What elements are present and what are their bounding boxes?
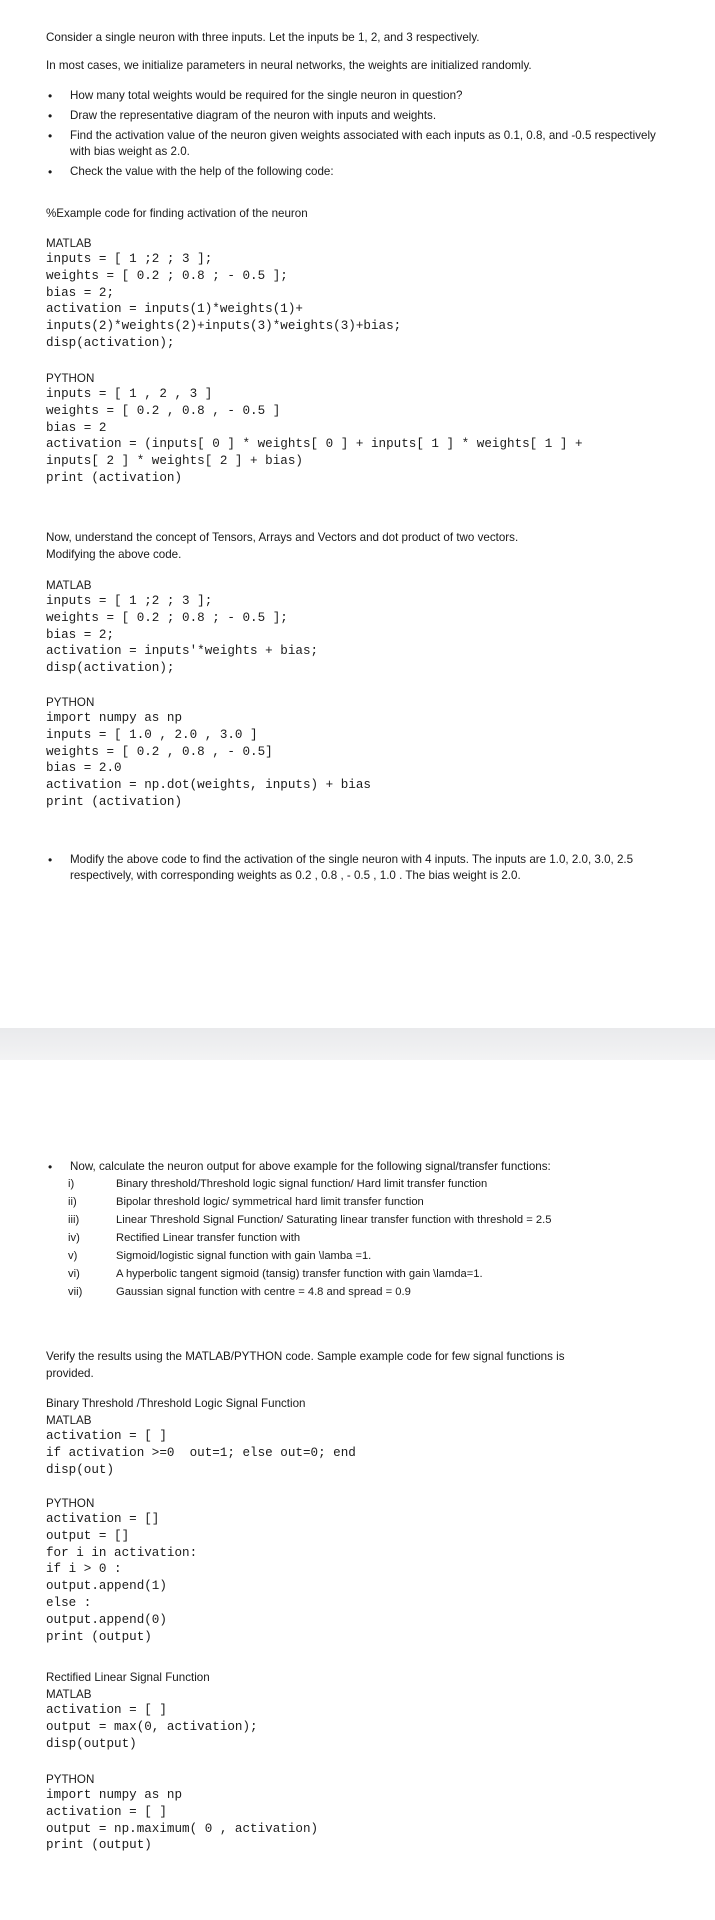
document-page-2: [0, 1060, 715, 1920]
bullet-icon: •: [48, 853, 53, 867]
modify-task-list: [46, 852, 666, 888]
example-heading: %Example code for finding activation of the neuron: [46, 207, 308, 220]
binary-title: Binary Threshold /Threshold Logic Signal Function: [46, 1397, 306, 1410]
relu-title: Rectified Linear Signal Function: [46, 1671, 210, 1684]
page-separator: [0, 1028, 715, 1060]
ex1-matlab-code: inputs = [ 1 ;2 ; 3 ]; weights = [ 0.2 ; 0.8 ; - 0.5 ]; bias = 2; activation = inputs(1)*weights(1)+ inputs(2)*weights(2)+inputs(3)*weights(3)+bias; disp(activation);: [46, 252, 402, 350]
list-item: vii) Gaussian signal function with centre = 4.8 and spread = 0.9: [68, 1286, 411, 1298]
ex1-matlab-label: MATLAB: [46, 237, 92, 250]
list-item: iii) Linear Threshold Signal Function/ Saturating linear transfer function with threshold = 2.5: [68, 1214, 552, 1226]
task-list: [46, 88, 666, 184]
list-item: • Now, calculate the neuron output for above example for the following signal/transfer functions:: [48, 1160, 551, 1174]
bullet-icon: •: [48, 1160, 53, 1174]
list-item: ii) Bipolar threshold logic/ symmetrical hard limit transfer function: [68, 1196, 424, 1208]
bullet-icon: •: [48, 109, 53, 123]
ex2-python-label: PYTHON: [46, 696, 95, 709]
relu-matlab-label: MATLAB: [46, 1688, 92, 1701]
ex2-matlab-label: MATLAB: [46, 579, 92, 592]
list-item: • How many total weights would be required for the single neuron in question?: [48, 89, 463, 103]
ex1-python-code: inputs = [ 1 , 2 , 3 ] weights = [ 0.2 , 0.8 , - 0.5 ] bias = 2 activation = (inputs[ 0 ] * weights[ 0 ] + inputs[ 1 ] * weights[ 1 ] + inputs[ 2 ] * weights[ 2 ] + bias) print (activation): [46, 387, 583, 485]
list-item: • Find the activation value of the neuron given weights associated with each inputs as 0.1, 0.8, and -0.5 respectively with bias weight as 2.0.: [48, 129, 656, 158]
verify-line-2: provided.: [46, 1367, 94, 1380]
binary-matlab-label: MATLAB: [46, 1414, 92, 1427]
list-item: • Check the value with the help of the following code:: [48, 165, 334, 179]
intro-line-1: Consider a single neuron with three inputs. Let the inputs be 1, 2, and 3 respectively.: [46, 31, 480, 44]
bullet-icon: •: [48, 89, 53, 103]
binary-matlab-code: activation = [ ] if activation >=0 out=1; else out=0; end disp(out): [46, 1429, 356, 1477]
relu-python-code: import numpy as np activation = [ ] output = np.maximum( 0 , activation) print (output): [46, 1788, 319, 1853]
ex2-matlab-code: inputs = [ 1 ;2 ; 3 ]; weights = [ 0.2 ; 0.8 ; - 0.5 ]; bias = 2; activation = inputs'*weights + bias; disp(activation);: [46, 594, 319, 676]
intro-line-2: In most cases, we initialize parameters in neural networks, the weights are initialized randomly.: [46, 59, 532, 72]
relu-python-label: PYTHON: [46, 1773, 95, 1786]
bullet-icon: •: [48, 129, 53, 143]
list-item: • Draw the representative diagram of the neuron with inputs and weights.: [48, 109, 437, 123]
verify-line-1: Verify the results using the MATLAB/PYTHON code. Sample example code for few signal functions is: [46, 1350, 565, 1363]
transfer-function-list: [68, 1175, 668, 1301]
binary-python-label: PYTHON: [46, 1497, 95, 1510]
tensors-line-1: Now, understand the concept of Tensors, Arrays and Vectors and dot product of two vectors.: [46, 531, 519, 544]
list-item: i) Binary threshold/Threshold logic signal function/ Hard limit transfer function: [68, 1178, 488, 1190]
list-item: • Modify the above code to find the activation of the single neuron with 4 inputs. The inputs are 1.0, 2.0, 3.0, 2.5 respectively, with corresponding weights as 0.2 , 0.8 , - 0.5 , 1.0 . The bias weight is 2.0.: [48, 853, 634, 882]
list-item: vi) A hyperbolic tangent sigmoid (tansig) transfer function with gain \lamda=1.: [68, 1268, 483, 1280]
ex1-python-label: PYTHON: [46, 372, 95, 385]
tensors-line-2: Modifying the above code.: [46, 548, 182, 561]
ex2-python-code: import numpy as np inputs = [ 1.0 , 2.0 , 3.0 ] weights = [ 0.2 , 0.8 , - 0.5] bias = 2.0 activation = np.dot(weights, inputs) + bias print (activation): [46, 711, 371, 809]
list-item: iv) Rectified Linear transfer function with: [68, 1232, 301, 1244]
bullet-icon: •: [48, 165, 53, 179]
relu-matlab-code: activation = [ ] output = max(0, activation); disp(output): [46, 1703, 258, 1751]
binary-python-code: activation = [] output = [] for i in activation: if i > 0 : output.append(1) else : output.append(0) print (output): [46, 1512, 198, 1644]
list-item: v) Sigmoid/logistic signal function with gain \lamba =1.: [68, 1250, 372, 1262]
